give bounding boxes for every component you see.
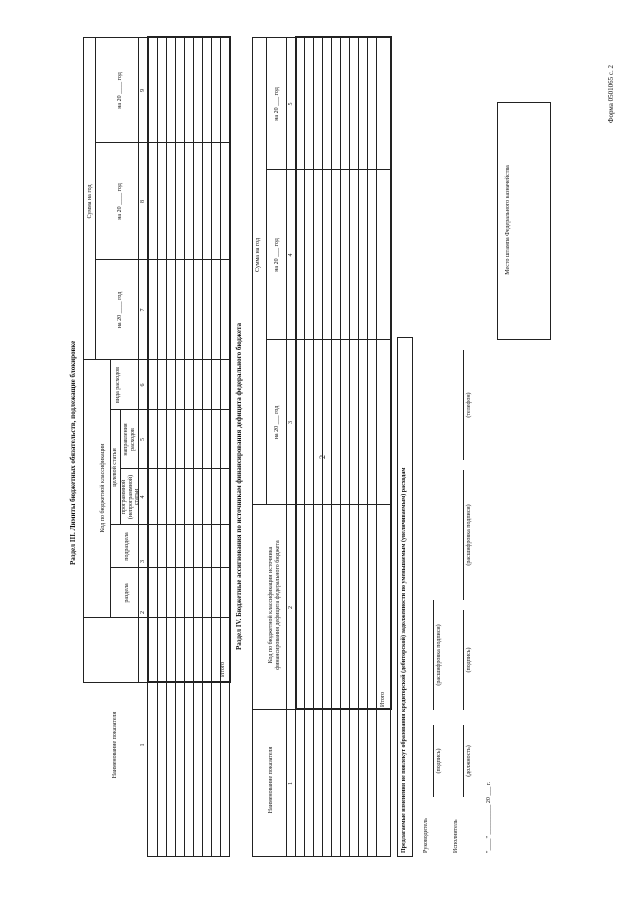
s4-num-3: 3 — [288, 421, 294, 424]
s4-num-5: 5 — [288, 102, 294, 106]
s3-bottom-line — [229, 38, 230, 857]
section4-title: Раздел IV. Бюджетные ассигнования по источникам финансирования дефицита федерального бюджета — [235, 322, 243, 650]
s4-row-line — [349, 38, 350, 857]
s3-sum-group-line — [95, 38, 96, 360]
s3-col-name: Наименование показателя — [112, 711, 118, 779]
s3-code-group-line — [110, 360, 111, 618]
head-sig-caption: (подпись) — [436, 748, 442, 774]
s3-col-podrazdel: подраздела — [124, 532, 130, 561]
s3-body-sep — [147, 259, 229, 260]
exec-position-line — [463, 725, 464, 797]
exec-sig-caption: (подпись) — [466, 647, 472, 673]
s3-col-year3: на 20 ____ год — [117, 72, 123, 109]
s3-row-line — [202, 38, 203, 857]
s4-row-line — [376, 38, 377, 857]
s3-num-7: 7 — [140, 308, 146, 312]
s3-body-top-left — [147, 683, 148, 857]
exec-phone-caption: (телефон) — [466, 392, 472, 418]
s4-row-line — [313, 38, 314, 857]
s4-body-line — [295, 38, 296, 857]
s4-num-2: 2 — [288, 606, 294, 609]
s4-left-line — [252, 856, 390, 857]
s4-col-code: Код по бюджетной классификации источника финансирования дефицита федерального бюджета — [268, 540, 282, 670]
exec-decode-caption: (расшифровка подписи) — [466, 504, 472, 566]
exec-sig-line — [463, 610, 464, 710]
s4-total-label: Итого — [380, 691, 386, 707]
s3-row-line — [175, 38, 176, 857]
s3-col-vid: вида расходов — [115, 367, 121, 403]
head-sig-line — [433, 725, 434, 797]
s3-body-sep — [147, 617, 229, 618]
s4-num-4: 4 — [288, 253, 294, 257]
head-label: Руководитель — [423, 818, 429, 853]
s4-row-line — [367, 38, 368, 857]
s4-col-year1: на 20 ___ год — [274, 405, 280, 440]
exec-decode-line — [463, 470, 464, 600]
page-number: 2 — [318, 455, 327, 459]
s4-col-name: Наименование показателя — [268, 746, 274, 814]
executor-label: Исполнитель — [453, 819, 459, 853]
s4-row-line — [340, 38, 341, 857]
s3-num-4: 4 — [140, 495, 146, 499]
s3-name-left-line — [147, 856, 229, 857]
s4-col-year2: на 20 ___ год — [274, 238, 280, 272]
s3-num-2: 2 — [140, 611, 146, 614]
s3-body-sep — [147, 468, 229, 469]
s4-col-year3: на 20 ___ год — [274, 87, 280, 121]
s3-body-sep — [147, 359, 229, 360]
s4-col-sum-group: Сумма на год — [255, 237, 261, 273]
s4-top-line — [252, 38, 253, 857]
s4-num-1: 1 — [288, 782, 294, 785]
s3-num-5: 5 — [140, 438, 146, 441]
s3-num-6: 6 — [140, 383, 146, 387]
s3-num-3: 3 — [140, 560, 146, 563]
s4-row-line — [358, 38, 359, 857]
s3-num-9: 9 — [140, 89, 146, 92]
note-text: Предлагаемые изменения не повлекут образования кредиторской (дебиторской) задолженности по уменьшаемым (увеличиваемым) расходам — [401, 467, 407, 853]
s3-row-line — [184, 38, 185, 857]
s3-row-line — [166, 38, 167, 857]
stamp-label: Место штампа Федерального казначейства — [505, 165, 511, 275]
s3-col-year1: на 20 ____ год — [117, 291, 123, 329]
section3-title: Раздел III. Лимиты бюджетных обязательств, подлежащие блокировке — [69, 340, 77, 565]
date-line: "____" __________ 20 ___ г. — [486, 781, 492, 853]
s3-col-sum-group: Сумма на год — [87, 184, 93, 219]
s3-body-sep — [147, 524, 229, 525]
s4-row-line — [331, 38, 332, 857]
s4-number-line — [286, 38, 287, 857]
s3-row-line — [193, 38, 194, 857]
s3-body-sep — [147, 142, 229, 143]
s3-col-year2: на 20 ____ год — [117, 183, 123, 220]
s4-sum-group-line — [266, 38, 267, 505]
head-decode-caption: (расшифровка подписи) — [436, 624, 442, 686]
s3-top-line — [83, 38, 84, 683]
exec-position-caption: (должность) — [466, 745, 472, 777]
s4-bottom-line — [390, 38, 391, 857]
s3-number-line — [138, 38, 139, 683]
s3-col-code-group: Код по бюджетной классификации — [100, 443, 106, 533]
s3-col-direction: направления расходов — [123, 423, 136, 456]
s4-data-grid — [295, 36, 392, 710]
s4-row-line — [304, 38, 305, 857]
s3-col-program: программной (непрограммной) статьи — [121, 474, 141, 520]
head-decode-line — [433, 600, 434, 710]
s3-col-razdel: раздела — [124, 583, 130, 603]
s3-col-target-group: целевой статьи — [112, 448, 118, 487]
form-code: Форма 0501065 с. 2 — [607, 64, 615, 123]
s3-body-sep — [147, 409, 229, 410]
s3-row-line — [157, 38, 158, 857]
s3-num-1: 1 — [140, 743, 146, 747]
s3-row-line — [211, 38, 212, 857]
s3-num-8: 8 — [140, 200, 146, 203]
s4-row-line — [322, 38, 323, 857]
s3-row-line — [220, 38, 221, 857]
s3-total-label: Итого — [220, 661, 226, 677]
s3-body-sep — [147, 567, 229, 568]
exec-phone-line — [463, 350, 464, 460]
